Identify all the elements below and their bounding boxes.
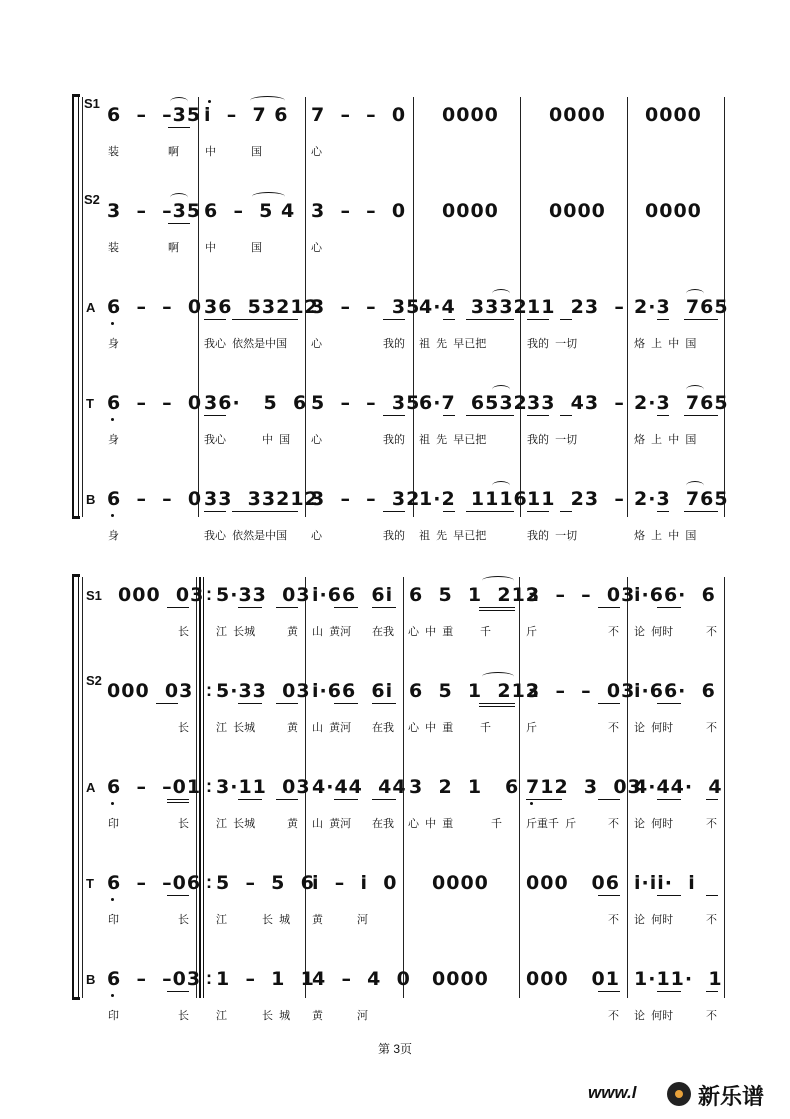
note-measure: 6·7 6532: [419, 392, 528, 414]
low-octave-dot: [111, 898, 114, 901]
low-octave-dot: [111, 994, 114, 997]
note-measure: i·66 6i: [312, 680, 394, 702]
voice-label-a: A: [86, 780, 96, 795]
underline: [657, 895, 681, 896]
voice-label-t: T: [86, 876, 94, 891]
note-measure: 000 03: [118, 584, 205, 606]
underline: [479, 703, 515, 704]
lyric: 千: [491, 818, 502, 830]
low-octave-dot: [111, 514, 114, 517]
note-measure: 1 – 1 1: [216, 968, 315, 990]
underline: [334, 799, 358, 800]
underline: [466, 415, 514, 416]
page-number: 第 3页: [377, 1042, 412, 1056]
lyric: 论 何时: [634, 626, 674, 638]
lyric: 不: [706, 818, 717, 830]
lyric: 不: [608, 914, 619, 926]
note-measure: 2·3 765: [634, 392, 729, 414]
lyric: 长: [178, 1010, 189, 1022]
repeat-dots: :: [206, 872, 212, 892]
lyric: 心 中 重: [408, 818, 454, 830]
lyric: 印: [108, 818, 119, 830]
voice-label-s1: S1: [86, 588, 102, 603]
note-measure: 0000: [645, 200, 702, 222]
system-brace: [72, 575, 79, 999]
underline: [372, 607, 396, 608]
barline: [627, 97, 628, 517]
underline: [657, 799, 681, 800]
lyric: 长 城: [262, 1010, 291, 1022]
lyric: 在我: [372, 722, 394, 734]
underline: [204, 319, 226, 320]
voice-label-t: T: [86, 396, 94, 411]
lyric: 心 中 重: [408, 626, 454, 638]
lyric: 斤: [526, 626, 537, 638]
voice-label-s1: S1: [84, 96, 100, 111]
slur: [492, 289, 510, 298]
lyric: 国: [251, 146, 262, 158]
watermark-url: www.l: [588, 1083, 637, 1102]
underline: [598, 991, 620, 992]
note-measure: 5·33 03: [216, 680, 311, 702]
lyric: 我心 依然是中国: [204, 530, 288, 542]
low-octave-dot: [111, 418, 114, 421]
lyric: 斤: [526, 722, 537, 734]
note-measure: 33 43 –: [527, 392, 625, 414]
lyric: 身: [108, 434, 119, 446]
note-measure: 000 06: [526, 872, 620, 894]
underline: [156, 703, 178, 704]
lyric: 我的 一切: [527, 338, 578, 350]
underline: [167, 895, 189, 896]
note-measure: 0000: [432, 872, 489, 894]
vinyl-record-icon: [667, 1082, 691, 1106]
note-measure: 11 23 –: [527, 296, 625, 318]
underline: [276, 703, 298, 704]
lyric: 心: [311, 338, 322, 350]
lyric: 不: [608, 626, 619, 638]
repeat-dots: :: [206, 968, 212, 988]
lyric: 啊: [168, 242, 179, 254]
lyric: 心: [311, 434, 322, 446]
lyric: 装: [108, 146, 119, 158]
note-measure: i·66· 6: [634, 584, 716, 606]
lyric: 长: [178, 914, 189, 926]
lyric: 不: [608, 722, 619, 734]
note-measure: 3·11 03: [216, 776, 311, 798]
underline: [706, 895, 718, 896]
lyric: 不: [706, 626, 717, 638]
lyric: 身: [108, 338, 119, 350]
slur: [492, 385, 510, 394]
low-octave-dot: [530, 802, 533, 805]
system-brace: [72, 95, 79, 518]
note-measure: 3 – – 03: [526, 680, 636, 702]
lyric: 长 城: [262, 914, 291, 926]
note-measure: 0000: [442, 104, 499, 126]
note-measure: 0000: [442, 200, 499, 222]
lyric: 中 国: [262, 434, 291, 446]
note-measure: 36 53212: [204, 296, 319, 318]
lyric: 长: [178, 818, 189, 830]
voice-label-s2: S2: [86, 673, 102, 688]
note-measure: i·66 6i: [312, 584, 394, 606]
lyric: 论 何时: [634, 722, 674, 734]
repeat-dots: :: [206, 584, 212, 604]
note-measure: 33 33212: [204, 488, 319, 510]
lyric: 心: [311, 530, 322, 542]
underline: [276, 799, 298, 800]
underline: [684, 511, 718, 512]
underline: [238, 607, 262, 608]
note-measure: 6 5 1 212: [409, 584, 541, 606]
underline: [598, 895, 620, 896]
lyric: 我心 依然是中国: [204, 338, 288, 350]
note-measure: 4·44· 4: [634, 776, 723, 798]
watermark-brand: 新乐谱: [698, 1084, 765, 1109]
lyric: 我的 一切: [527, 434, 578, 446]
lyric: 黄: [287, 722, 298, 734]
slur: [482, 576, 514, 585]
double-underline: [479, 706, 515, 707]
lyric: 印: [108, 1010, 119, 1022]
underline: [383, 319, 405, 320]
voice-label-b: B: [86, 492, 96, 507]
underline: [684, 415, 718, 416]
lyric: 不: [608, 1010, 619, 1022]
lyric: 千: [480, 626, 491, 638]
lyric: 心: [311, 242, 322, 254]
note-measure: 0000: [549, 200, 606, 222]
lyric: 论 何时: [634, 914, 674, 926]
note-measure: 2·3 765: [634, 296, 729, 318]
slur: [252, 192, 285, 201]
lyric: 烙 上 中 国: [634, 530, 697, 542]
barline: [82, 577, 83, 998]
note-measure: 5 – 5 6: [216, 872, 315, 894]
lyric: 我的: [383, 434, 405, 446]
lyric: 河: [357, 1010, 368, 1022]
repeat-barline-thin: [203, 577, 204, 998]
lyric: 论 何时: [634, 1010, 674, 1022]
note-measure: i – i 0: [312, 872, 398, 894]
lyric: 不: [706, 1010, 717, 1022]
lyric: 山 黄河: [312, 722, 352, 734]
lyric: 不: [706, 914, 717, 926]
note-measure: 3 – – 0: [311, 200, 407, 222]
lyric: 黄: [287, 818, 298, 830]
voice-label-a: A: [86, 300, 96, 315]
note-measure: 6 – – 0: [107, 392, 203, 414]
lyric: 祖 先 早已把: [419, 530, 487, 542]
note-measure: 4 – 4 0: [312, 968, 411, 990]
lyric: 心: [311, 146, 322, 158]
voice-label-s2: S2: [84, 192, 100, 207]
lyric: 黄: [312, 1010, 323, 1022]
note-measure: 1·11· 1: [634, 968, 723, 990]
note-measure: 6 – –01: [107, 776, 202, 798]
underline: [527, 319, 549, 320]
note-measure: 6 – 5 4: [204, 200, 296, 222]
note-measure: 5·33 03: [216, 584, 311, 606]
underline: [560, 319, 572, 320]
lyric: 我的 一切: [527, 530, 578, 542]
low-octave-dot: [111, 322, 114, 325]
note-measure: 6 – – 0: [107, 296, 203, 318]
lyric: 烙 上 中 国: [634, 338, 697, 350]
slur: [482, 672, 514, 681]
note-measure: 1·2 1116: [419, 488, 528, 510]
underline: [167, 799, 189, 800]
underline: [167, 991, 189, 992]
underline: [232, 319, 298, 320]
lyric: 山 黄河: [312, 626, 352, 638]
underline: [657, 319, 669, 320]
note-measure: 0000: [549, 104, 606, 126]
slur: [492, 481, 510, 490]
lyric: 我的: [383, 530, 405, 542]
note-measure: 3 2 1 6: [409, 776, 520, 798]
lyric: 斤重千 斤: [526, 818, 577, 830]
slur: [170, 97, 188, 106]
underline: [443, 319, 455, 320]
underline: [527, 415, 549, 416]
slur: [170, 193, 188, 202]
note-measure: 6 – –35: [107, 104, 202, 126]
note-measure: 6 – –06: [107, 872, 202, 894]
underline: [657, 703, 681, 704]
lyric: 千: [480, 722, 491, 734]
note-measure: 7 – – 0: [311, 104, 407, 126]
lyric: 黄: [312, 914, 323, 926]
double-underline: [479, 610, 515, 611]
slur: [686, 289, 704, 298]
underline: [706, 991, 718, 992]
note-measure: 5 – – 35: [311, 392, 421, 414]
underline: [706, 799, 718, 800]
lyric: 论 何时: [634, 818, 674, 830]
note-measure: 36· 5 6: [204, 392, 308, 414]
note-measure: 0000: [645, 104, 702, 126]
lyric: 江 长城: [216, 722, 256, 734]
note-measure: 000 01: [526, 968, 620, 990]
underline: [657, 607, 681, 608]
underline: [443, 415, 455, 416]
underline: [204, 415, 226, 416]
lyric: 我的: [383, 338, 405, 350]
underline: [657, 511, 669, 512]
underline: [560, 511, 572, 512]
lyric: 祖 先 早已把: [419, 338, 487, 350]
note-measure: 3 – –35: [107, 200, 202, 222]
underline: [466, 319, 514, 320]
repeat-dots: :: [206, 680, 212, 700]
lyric: 祖 先 早已把: [419, 434, 487, 446]
underline: [598, 607, 620, 608]
underline: [334, 703, 358, 704]
underline: [598, 703, 620, 704]
note-measure: 11 23 –: [527, 488, 625, 510]
note-measure: i – 7 6: [204, 104, 289, 126]
lyric: 江: [216, 914, 227, 926]
note-measure: 6 – –03: [107, 968, 202, 990]
underline: [372, 703, 396, 704]
lyric: 啊: [168, 146, 179, 158]
underline: [168, 223, 190, 224]
underline: [383, 511, 405, 512]
double-underline: [167, 802, 189, 803]
underline: [466, 511, 514, 512]
barline: [82, 97, 83, 517]
lyric: 在我: [372, 818, 394, 830]
lyric: 装: [108, 242, 119, 254]
lyric: 江 长城: [216, 626, 256, 638]
note-measure: 0000: [432, 968, 489, 990]
lyric: 心 中 重: [408, 722, 454, 734]
note-measure: 2·3 765: [634, 488, 729, 510]
note-measure: 3 – – 35: [311, 296, 421, 318]
underline: [238, 799, 262, 800]
underline: [167, 607, 189, 608]
underline: [334, 607, 358, 608]
lyric: 不: [706, 722, 717, 734]
lyric: 黄: [287, 626, 298, 638]
underline: [276, 607, 298, 608]
underline: [560, 415, 572, 416]
underline: [204, 511, 226, 512]
slur: [250, 96, 285, 105]
note-measure: 4·4 3332: [419, 296, 528, 318]
note-measure: 000 03: [107, 680, 194, 702]
lyric: 山 黄河: [312, 818, 352, 830]
lyric: 国: [251, 242, 262, 254]
underline: [372, 799, 396, 800]
note-measure: i·ii· i: [634, 872, 696, 894]
low-octave-dot: [111, 802, 114, 805]
lyric: 不: [608, 818, 619, 830]
underline: [232, 511, 298, 512]
note-measure: 4·44 44: [312, 776, 407, 798]
voice-label-b: B: [86, 972, 96, 987]
underline: [598, 799, 620, 800]
note-measure: 3 – – 32: [311, 488, 421, 510]
underline: [443, 511, 455, 512]
underline: [168, 127, 190, 128]
underline: [527, 511, 549, 512]
slur: [686, 385, 704, 394]
lyric: 江 长城: [216, 818, 256, 830]
slur: [686, 481, 704, 490]
note-measure: 3 – – 03: [526, 584, 636, 606]
underline: [526, 799, 562, 800]
lyric: 烙 上 中 国: [634, 434, 697, 446]
underline: [479, 607, 515, 608]
note-measure: 712 3 03: [526, 776, 642, 798]
lyric: 河: [357, 914, 368, 926]
lyric: 中: [205, 146, 216, 158]
barline: [724, 577, 725, 998]
lyric: 印: [108, 914, 119, 926]
octave-dot: [208, 100, 211, 103]
underline: [238, 703, 262, 704]
lyric: 我心: [204, 434, 226, 446]
note-measure: i·66· 6: [634, 680, 716, 702]
note-measure: 6 5 1 212: [409, 680, 541, 702]
lyric: 长: [178, 626, 189, 638]
lyric: 身: [108, 530, 119, 542]
note-measure: 6 – – 0: [107, 488, 203, 510]
lyric: 江: [216, 1010, 227, 1022]
lyric: 长: [178, 722, 189, 734]
repeat-dots: :: [206, 776, 212, 796]
underline: [684, 319, 718, 320]
underline: [383, 415, 405, 416]
underline: [657, 415, 669, 416]
lyric: 中: [205, 242, 216, 254]
underline: [657, 991, 681, 992]
lyric: 在我: [372, 626, 394, 638]
